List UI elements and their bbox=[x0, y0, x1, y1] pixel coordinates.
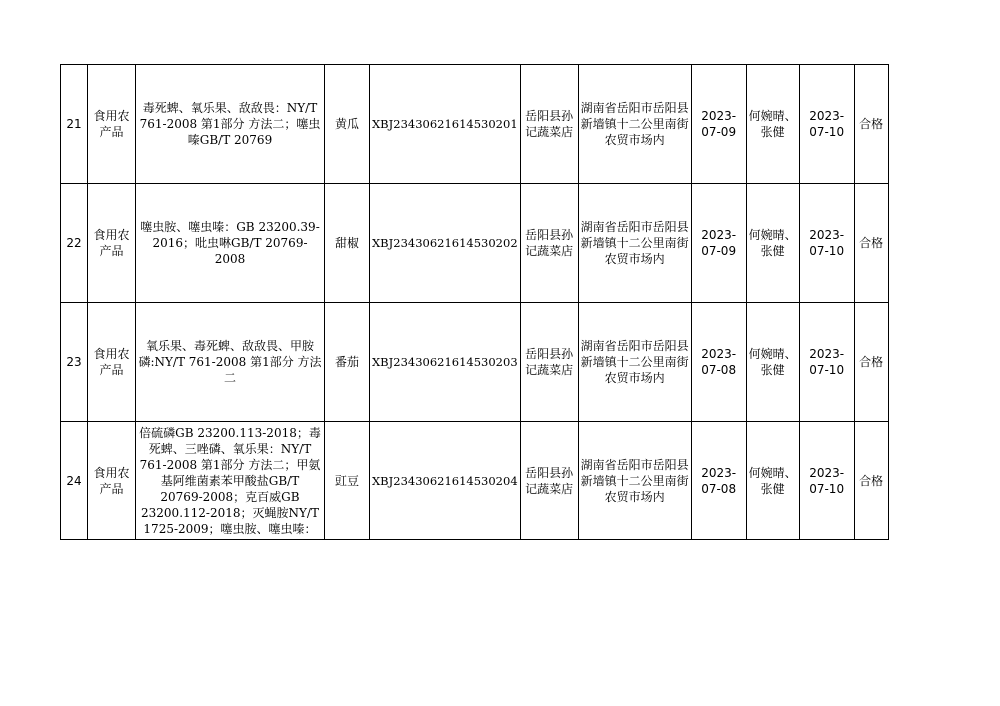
category-cell: 食用农产品 bbox=[88, 65, 136, 184]
sampling-date-cell: 2023-07-09 bbox=[691, 65, 746, 184]
table-row bbox=[61, 184, 889, 303]
row-index: 21 bbox=[61, 65, 88, 184]
product-cell: 甜椒 bbox=[325, 184, 370, 303]
category-cell: 食用农产品 bbox=[88, 422, 136, 540]
row-index: 24 bbox=[61, 422, 88, 540]
sampling-date-cell: 2023-07-08 bbox=[691, 303, 746, 422]
product-cell: 豇豆 bbox=[325, 422, 370, 540]
address-cell: 湖南省岳阳市岳阳县新墙镇十二公里南街农贸市场内 bbox=[578, 303, 691, 422]
address-cell: 湖南省岳阳市岳阳县新墙镇十二公里南街农贸市场内 bbox=[578, 65, 691, 184]
table-row bbox=[61, 65, 889, 184]
test-method-cell: 氧乐果、毒死蜱、敌敌畏、甲胺磷:NY/T 761-2008 第1部分 方法二 bbox=[136, 303, 325, 422]
report-date-cell: 2023-07-10 bbox=[799, 65, 854, 184]
report-date-cell: 2023-07-10 bbox=[799, 184, 854, 303]
test-method-text: 倍硫磷GB 23200.113-2018；毒死蜱、三唑磷、氧乐果：NY/T 761-2008 第1部分 方法二；甲氨基阿维菌素苯甲酸盐GB/T 20769-2008；克百威GB 23200.112-2018；灭蝇胺NY/T 1725-2009；噻虫胺、噻虫嗪： bbox=[139, 425, 321, 536]
vendor-cell: 岳阳县孙记蔬菜店 bbox=[520, 65, 578, 184]
product-cell: 黄瓜 bbox=[325, 65, 370, 184]
sample-number-cell: XBJ23430621614530204 bbox=[370, 422, 521, 540]
result-cell: 合格 bbox=[854, 184, 888, 303]
inspection-table bbox=[60, 64, 889, 540]
test-method-cell: 毒死蜱、氧乐果、敌敌畏：NY/T 761-2008 第1部分 方法二；噻虫嗪GB/T 20769 bbox=[136, 65, 325, 184]
row-index: 23 bbox=[61, 303, 88, 422]
sampling-date-cell: 2023-07-08 bbox=[691, 422, 746, 540]
sample-number-cell: XBJ23430621614530202 bbox=[370, 184, 521, 303]
report-date-cell: 2023-07-10 bbox=[799, 303, 854, 422]
table-row bbox=[61, 303, 889, 422]
row-index: 22 bbox=[61, 184, 88, 303]
product-cell: 番茄 bbox=[325, 303, 370, 422]
table-row bbox=[61, 422, 889, 540]
inspectors-cell: 何婉晴、张健 bbox=[746, 65, 799, 184]
test-method-cell bbox=[136, 422, 325, 540]
inspectors-cell: 何婉晴、张健 bbox=[746, 422, 799, 540]
address-cell: 湖南省岳阳市岳阳县新墙镇十二公里南街农贸市场内 bbox=[578, 422, 691, 540]
sample-number-cell: XBJ23430621614530203 bbox=[370, 303, 521, 422]
test-method-cell: 噻虫胺、噻虫嗪：GB 23200.39-2016；吡虫啉GB/T 20769-2008 bbox=[136, 184, 325, 303]
vendor-cell: 岳阳县孙记蔬菜店 bbox=[520, 184, 578, 303]
inspectors-cell: 何婉晴、张健 bbox=[746, 184, 799, 303]
inspectors-cell: 何婉晴、张健 bbox=[746, 303, 799, 422]
result-cell: 合格 bbox=[854, 303, 888, 422]
sample-number-cell: XBJ23430621614530201 bbox=[370, 65, 521, 184]
report-date-cell: 2023-07-10 bbox=[799, 422, 854, 540]
category-cell: 食用农产品 bbox=[88, 184, 136, 303]
result-cell: 合格 bbox=[854, 422, 888, 540]
address-cell: 湖南省岳阳市岳阳县新墙镇十二公里南街农贸市场内 bbox=[578, 184, 691, 303]
vendor-cell: 岳阳县孙记蔬菜店 bbox=[520, 422, 578, 540]
result-cell: 合格 bbox=[854, 65, 888, 184]
vendor-cell: 岳阳县孙记蔬菜店 bbox=[520, 303, 578, 422]
category-cell: 食用农产品 bbox=[88, 303, 136, 422]
sampling-date-cell: 2023-07-09 bbox=[691, 184, 746, 303]
